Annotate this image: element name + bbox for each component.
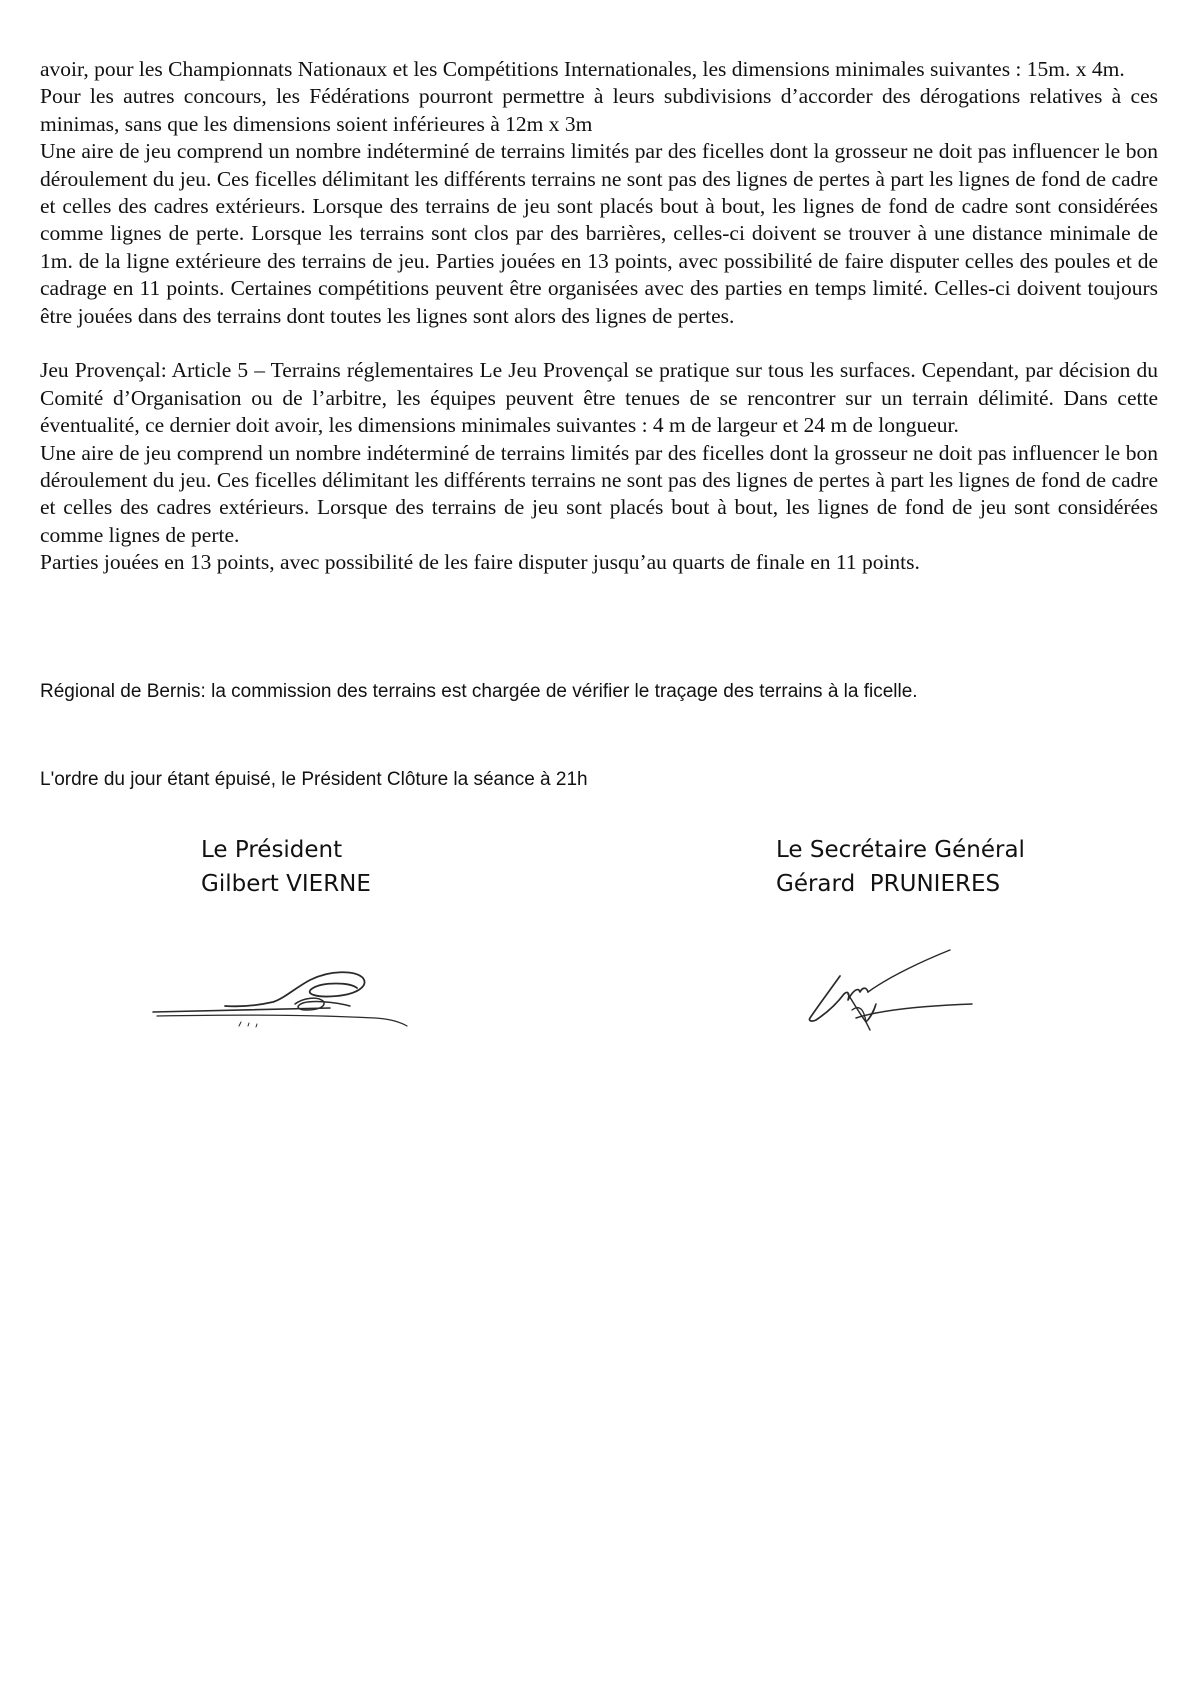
paragraph-jeu-provencal: Jeu Provençal: Article 5 – Terrains réglementaires Le Jeu Provençal se pratique sur tous les surfaces. Cependant, par décision du Comité d’Organisation ou de l’arbitre, les équipes peuvent être tenues de se rencontrer sur un terrain délimité. Dans cette éventualité, ce dernier doit avoir, les dimensions minimales suivantes : 4 m de largeur et 24 m de longueur.: [40, 358, 1158, 438]
president-signature-block: [201, 833, 371, 901]
regional-note: Régional de Bernis: la commission des terrains est chargée de vérifier le traçage des terrains à la ficelle.: [40, 681, 918, 702]
paragraph-points: Parties jouées en 13 points, avec possibilité de les faire disputer jusqu’au quarts de finale en 11 points.: [40, 550, 920, 575]
president-name: Gilbert VIERNE: [201, 871, 371, 897]
secretary-handwritten-signature: [800, 948, 1000, 1033]
paragraph-spacer: [40, 330, 1158, 357]
president-role: Le Président: [201, 837, 343, 863]
paragraph-play-area: Une aire de jeu comprend un nombre indéterminé de terrains limités par des ficelles dont la grosseur ne doit pas influencer le bon déroulement du jeu. Ces ficelles délimitant les différents terrains ne sont pas des lignes de pertes à part les lignes de fond de cadre et celles des cadres extérieurs. Lorsque des terrains de jeu sont placés bout à bout, les lignes de fond de cadre sont considérées comme lignes de perte. Lorsque les terrains sont clos par des barrières, celles-ci doivent se trouver à une distance minimale de 1m. de la ligne extérieure des terrains de jeu. Parties jouées en 13 points, avec possibilité de faire disputer celles des poules et de cadrage en 11 points. Certaines compétitions peuvent être organisées avec des parties en temps limité. Celles-ci doivent toujours être jouées dans des terrains dont toutes les lignes sont alors des lignes de pertes.: [40, 139, 1158, 328]
paragraph-derogations: Pour les autres concours, les Fédérations pourront permettre à leurs subdivisions d’accorder des dérogations relatives à ces minimas, sans que les dimensions soient inférieures à 12m x 3m: [40, 84, 1158, 136]
secretary-role: Le Secrétaire Général: [776, 837, 1025, 863]
paragraph-play-area-provencal: Une aire de jeu comprend un nombre indéterminé de terrains limités par des ficelles dont la grosseur ne doit pas influencer le bon déroulement du jeu. Ces ficelles délimitant les différents terrains ne sont pas des lignes de pertes à part les lignes de fond de cadre et celles des cadres extérieurs. Lorsque des terrains de jeu sont placés bout à bout, les lignes de fond de jeu sont considérées comme lignes de perte.: [40, 440, 1158, 547]
president-handwritten-signature: [145, 960, 415, 1040]
secretary-name: Gérard PRUNIERES: [776, 871, 1001, 897]
closing-line: L'ordre du jour étant épuisé, le Président Clôture la séance à 21h: [40, 769, 588, 790]
paragraph-dimensions: avoir, pour les Championnats Nationaux et les Compétitions Internationales, les dimensions minimales suivantes : 15m. x 4m.: [40, 57, 1125, 81]
secretary-signature-block: [776, 833, 1025, 901]
minutes-body: [40, 56, 1158, 577]
